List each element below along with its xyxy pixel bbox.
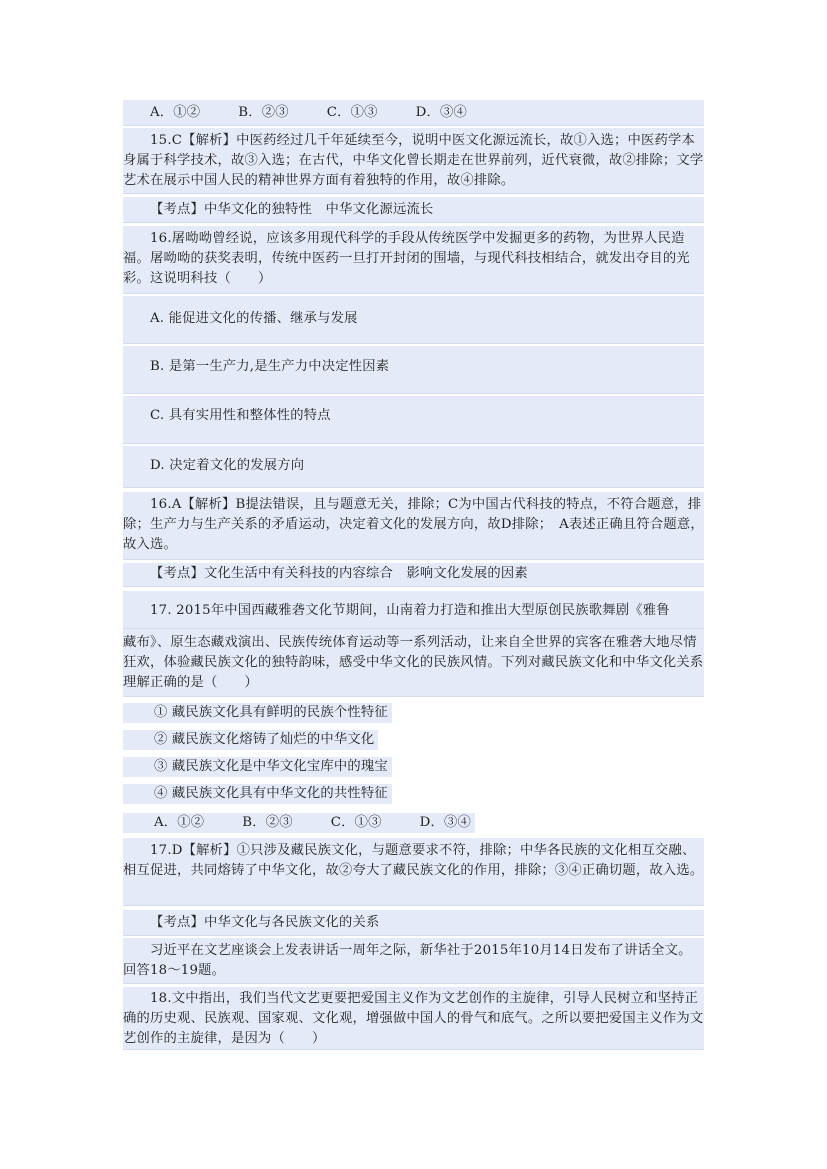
q16-knowledge-point: 【考点】文化生活中有关科技的内容综合 影响文化发展的因素 xyxy=(123,563,704,587)
q17-answer-options-row xyxy=(123,810,704,836)
q17-statement-2: ② 藏民族文化熔铸了灿烂的中华文化 xyxy=(123,727,704,753)
q16-question: 16.屠呦呦曾经说，应该多用现代科学的手段从传统医学中发掘更多的药物，为世界人民造福。屠呦呦的获奖表明，传统中医药一旦打开封闭的围墙，与现代科技相结合，就发出夺目的光彩。这说明科技（ ） xyxy=(123,226,704,294)
q17-question-line1: 17. 2015年中国西藏雅砻文化节期间，山南着力打造和推出大型原创民族歌舞剧《雅鲁 xyxy=(123,591,704,629)
option-a: A．①② xyxy=(150,105,201,120)
q15-knowledge-point: 【考点】中华文化的独特性 中华文化源远流长 xyxy=(123,197,704,223)
q17-statement-4: ④ 藏民族文化具有中华文化的共性特征 xyxy=(123,781,704,807)
q15-explanation: 15.C【解析】中医药经过几千年延续至今，说明中医文化源远流长，故①入选；中医药学本身属于科学技术，故③入选；在古代，中华文化曾长期走在世界前列，近代衰微，故②排除；文学艺术在展示中国人民的精神世界方面有着独特的作用，故④排除。 xyxy=(123,128,704,194)
option-d: D．③④ xyxy=(419,815,471,830)
q16-option-d: D. 决定着文化的发展方向 xyxy=(123,446,704,488)
option-a: A．①② xyxy=(154,815,205,830)
option-b: B．②③ xyxy=(242,815,293,830)
q17-statement-1: ① 藏民族文化具有鲜明的民族个性特征 xyxy=(123,700,704,726)
option-d: D．③④ xyxy=(415,105,467,120)
q17-question-cont: 藏布》、原生态藏戏演出、民族传统体育运动等一系列活动，让来自全世界的宾客在雅砻大地尽情狂欢，体验藏民族文化的独特韵味，感受中华文化的民族风情。下列对藏民族文化和中华文化关系理解正确的是（ ） xyxy=(123,629,704,697)
q16-option-a: A. 能促进文化的传播、继承与发展 xyxy=(123,296,704,344)
option-c: C．①③ xyxy=(326,105,378,120)
q17-explanation: 17.D【解析】①只涉及藏民族文化，与题意要求不符，排除；中华各民族的文化相互交融、相互促进，共同熔铸了中华文化，故②夸大了藏民族文化的作用，排除；③④正确切题，故入选。 xyxy=(123,838,704,906)
q16-option-b: B. 是第一生产力,是生产力中决定性因素 xyxy=(123,346,704,394)
answer-options-row xyxy=(123,100,704,126)
q17-knowledge-point: 【考点】中华文化与各民族文化的关系 xyxy=(123,910,704,936)
q16-explanation: 16.A【解析】B提法错误，且与题意无关，排除；C为中国古代科技的特点，不符合题意，排除；生产力与生产关系的矛盾运动，决定着文化的发展方向，故D排除； A表述正确且符合题意，故入选。 xyxy=(123,492,704,560)
option-b: B．②③ xyxy=(238,105,289,120)
section-intro: 习近平在文艺座谈会上发表讲话一周年之际，新华社于2015年10月14日发布了讲话全文。回答18～19题。 xyxy=(123,938,704,984)
q17-statement-3: ③ 藏民族文化是中华文化宝库中的瑰宝 xyxy=(123,754,704,780)
q18-question: 18.文中指出，我们当代文艺更要把爱国主义作为文艺创作的主旋律，引导人民树立和坚持正确的历史观、民族观、国家观、文化观，增强做中国人的骨气和底气。之所以要把爱国主义作为文艺创作的主旋律，是因为（ ） xyxy=(123,987,704,1050)
q16-option-c: C. 具有实用性和整体性的特点 xyxy=(123,396,704,444)
option-c: C．①③ xyxy=(330,815,382,830)
